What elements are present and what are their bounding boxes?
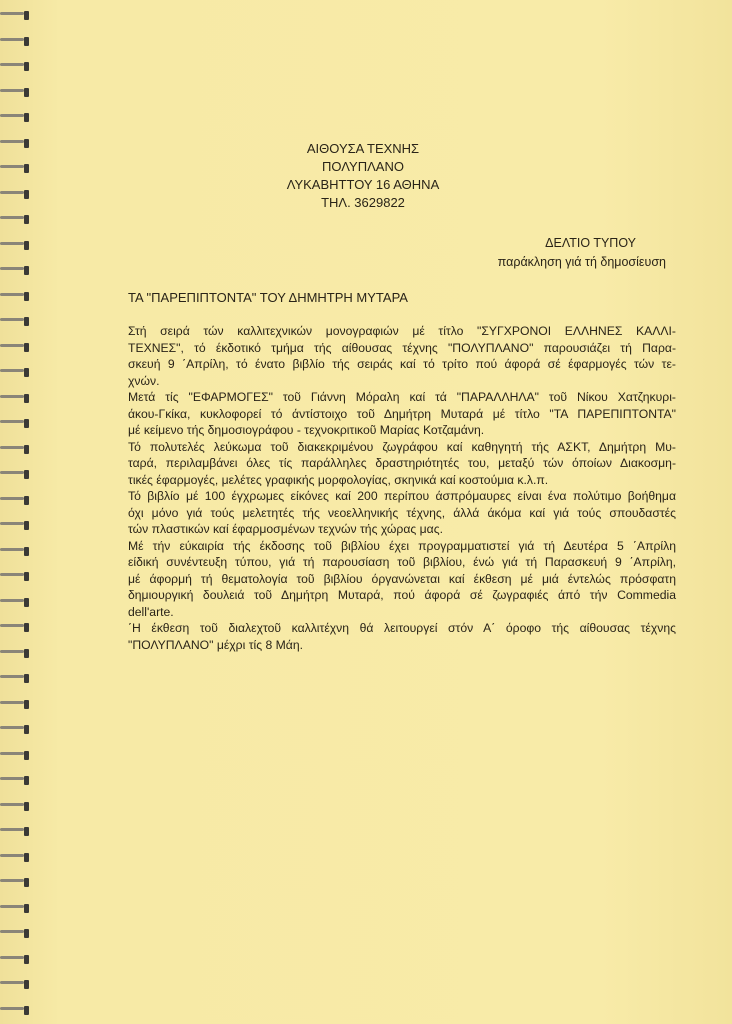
binding-ring (0, 905, 30, 913)
binding-ring (0, 38, 30, 46)
binding-ring (0, 114, 30, 122)
binding-ring (0, 803, 30, 811)
letterhead-line: ΤΗΛ. 3629822 (321, 195, 405, 210)
binding-ring (0, 89, 30, 97)
letterhead-line: ΑΙΘΟΥΣΑ ΤΕΧΝΗΣ (306, 141, 420, 156)
binding-ring (0, 624, 30, 632)
body-line: δημιουργική δουλειά τοῦ Δημήτρη Μυταρά, πού άφορά σέ ζωγραφιές άπό τήν Commedia (128, 588, 676, 602)
body-line: Στή σειρά τών καλλιτεχνικών μονογραφιών μέ τίτλο "ΣΥΓΧΡΟΝΟΙ ΕΛΛΗΝΕΣ ΚΑΛΛΙ- (128, 324, 676, 338)
body-line: χνών. (128, 373, 160, 388)
body-line: τικές έφαρμογές, μελέτες γραφικής μορφολογίας, σκηνικά καί κοστούμια κ.λ.π. (128, 472, 549, 487)
binding-ring (0, 369, 30, 377)
binding-ring (0, 981, 30, 989)
letterhead (263, 140, 463, 212)
body-line: μέ κείμενο τής δημοσιογράφου - τεχνοκριτικοῦ Μαρίας Κοτζαμάνη. (128, 423, 485, 437)
body-line: ταρά, περιλαμβάνει όλες τίς παράλληλες δραστηριότητές του, μεταξύ τών όποίων Διακοσμη- (128, 456, 676, 470)
binding-ring (0, 752, 30, 760)
binding-ring (0, 777, 30, 785)
binding-ring (0, 471, 30, 479)
binding-ring (0, 420, 30, 428)
binding-ring (0, 650, 30, 658)
body-line: είδική συνέντευξη τύπου, γιά τή παρουσίαση τοῦ βιβλίου, ένώ γιά τή Παρασκευή 9 ΄Απρίλη, (128, 555, 676, 569)
body-line: άκου-Γκίκα, κυκλοφορεί τό άντίστοιχο τοῦ Δημήτρη Μυταρά μέ τίτλο "ΤΑ ΠΑΡΕΠΙΠΤΟΝΤΑ" (128, 406, 676, 421)
press-release-note: παράκληση γιά τή δημοσίευση (497, 255, 666, 269)
body-line: σκευή 9 ΄Απρίλη, τό ένατο βιβλίο τής σειράς καί τό τρίτο πού άφορά σέ έφαρμογές τών τε- (128, 357, 676, 371)
body-line: Μέ τήν εύκαιρία τής έκδοσης τοῦ βιβλίου έχει προγραμματιστεί γιά τή Δευτέρα 5 ΄Απρίλη (128, 538, 676, 553)
binding-ring (0, 165, 30, 173)
binding-ring (0, 12, 30, 20)
binding-ring (0, 191, 30, 199)
binding-ring (0, 701, 30, 709)
binding-ring (0, 293, 30, 301)
body-line: Τό πολυτελές λεύκωμα τοῦ διακεκριμένου ζωγράφου καί καθηγητή τής ΑΣΚΤ, Δημήτρη Μυ- (128, 439, 676, 454)
binding-ring (0, 140, 30, 148)
document-title: ΤΑ "ΠΑΡΕΠΙΠΤΟΝΤΑ" ΤΟΥ ΔΗΜΗΤΡΗ ΜΥΤΑΡΑ (128, 290, 408, 305)
body-line: ΤΕΧΝΕΣ", τό έκδοτικό τμήμα τής αίθουσας τέχνης "ΠΟΛΥΠΛΑΝΟ" παρουσιάζει τή Παρα- (128, 340, 676, 355)
binding-ring (0, 828, 30, 836)
body-line: όχι μόνο γιά τούς μελετητές τής νεοελληνικής τέχνης, άλλά άκόμα καί γιά τούς σπουδαστές (128, 505, 676, 520)
press-release-label: ΔΕΛΤΙΟ ΤΥΠΟΥ (545, 236, 636, 250)
press-release-block (498, 234, 666, 272)
body-line: "ΠΟΛΥΠΛΑΝΟ" μέχρι τίς 8 Μάη. (128, 637, 304, 652)
binding-ring (0, 1007, 30, 1015)
binding-ring (0, 344, 30, 352)
letterhead-line: ΠΟΛΥΠΛΑΝΟ (322, 159, 404, 174)
binding-ring (0, 548, 30, 556)
binding-ring (0, 854, 30, 862)
binding-ring (0, 446, 30, 454)
binding-ring (0, 956, 30, 964)
body-line: μέ άφορμή τή θεματολογία τοῦ βιβλίου όργανώνεται καί έκθεση μέ μιά έντελώς πρόσφατη (128, 571, 676, 586)
spiral-binding (0, 0, 40, 1024)
binding-ring (0, 726, 30, 734)
body-line: Τό βιβλίο μέ 100 έγχρωμες είκόνες καί 200 περίπου άσπρόμαυρες είναι ένα πολύτιμο βοήθημα (128, 489, 676, 503)
binding-ring (0, 242, 30, 250)
binding-ring (0, 879, 30, 887)
binding-ring (0, 930, 30, 938)
binding-ring (0, 497, 30, 505)
letterhead-line: ΛΥΚΑΒΗΤΤΟΥ 16 ΑΘΗΝΑ (286, 177, 440, 192)
binding-ring (0, 318, 30, 326)
binding-ring (0, 395, 30, 403)
binding-ring (0, 675, 30, 683)
body-line: τών πλαστικών καί έφαρμοσμένων τεχνών τής χώρας μας. (128, 522, 443, 536)
body-line: dell'arte. (128, 604, 174, 619)
binding-ring (0, 267, 30, 275)
document-body (128, 323, 676, 653)
binding-ring (0, 573, 30, 581)
body-line: ΄Η έκθεση τοῦ διαλεχτοῦ καλλιτέχνη θά λειτουργεί στόν Α΄ όροφο τής αίθουσας τέχνης (128, 621, 676, 635)
binding-ring (0, 522, 30, 530)
body-line: Μετά τίς "ΕΦΑΡΜΟΓΕΣ" τοῦ Γιάννη Μόραλη καί τά "ΠΑΡΑΛΛΗΛΑ" τοῦ Νίκου Χατζηκυρι- (128, 390, 676, 404)
binding-ring (0, 216, 30, 224)
binding-ring (0, 599, 30, 607)
binding-ring (0, 63, 30, 71)
